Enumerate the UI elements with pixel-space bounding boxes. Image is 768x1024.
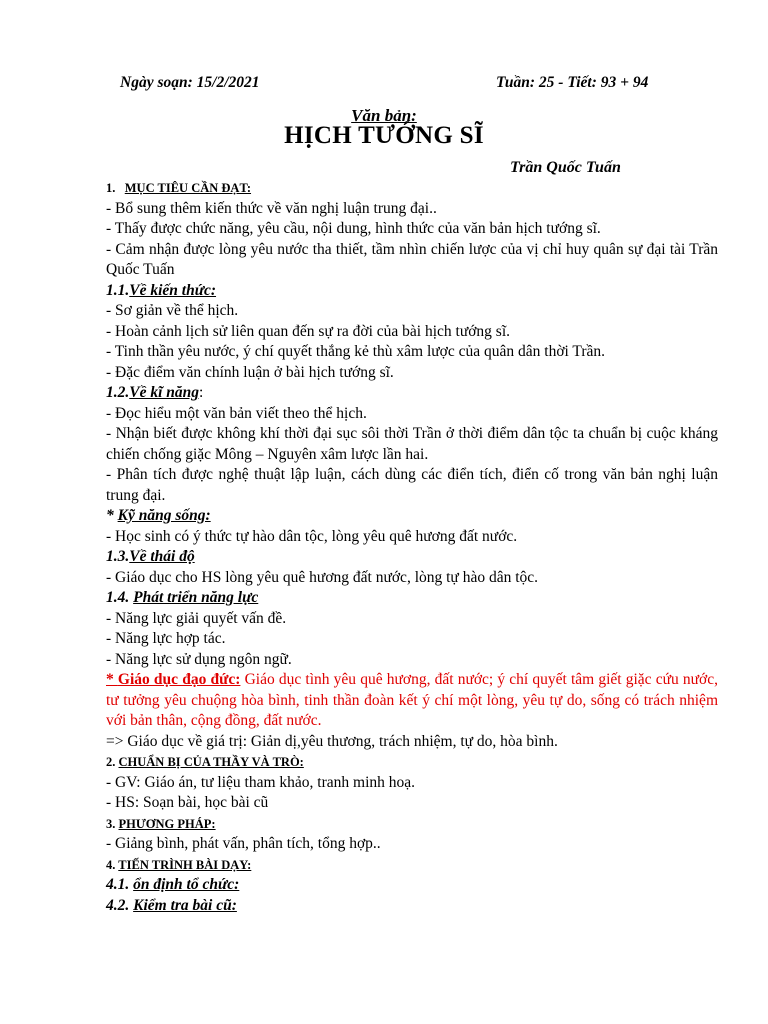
body-line: - Hoàn cảnh lịch sử liên quan đến sự ra đời của bài hịch tướng sĩ.	[106, 322, 511, 340]
body-line: - Thấy được chức năng, yêu cầu, nội dung, hình thức của văn bản hịch tướng sĩ.	[106, 220, 601, 237]
date-prepared: Ngày soạn: 15/2/2021	[120, 74, 260, 91]
author-name: Trần Quốc Tuấn	[510, 159, 621, 176]
doc-type-label: Văn bản:	[351, 106, 417, 125]
section-4-heading: 4. TIẾN TRÌNH BÀI DẠY:	[106, 857, 252, 872]
body-line: - Nhận biết được không khí thời đại sục sôi thời Trần ở thời điểm dân tộc ta chuẩn bị cuộc kháng chiến chống giặc Mông – Nguyên xâm lược lần hai.	[106, 425, 718, 463]
subsection-1-4-heading: 1.4. Phát triển năng lực	[106, 589, 259, 606]
subsection-1-1-heading: 1.1.Về kiến thức:	[106, 281, 217, 299]
document-title: HỊCH TƯỚNG SĨ	[284, 122, 484, 149]
body-line: - Đọc hiểu một văn bản viết theo thể hịch.	[106, 404, 367, 422]
section-1-heading: 1. MỤC TIÊU CẦN ĐẠT:	[106, 181, 252, 195]
body-line: - Học sinh có ý thức tự hào dân tộc, lòng yêu quê hương đất nước.	[106, 527, 518, 545]
subsection-1-3-heading: 1.3.Về thái độ	[106, 548, 195, 565]
body-line: - Đặc điểm văn chính luận ở bài hịch tướng sĩ.	[106, 363, 394, 381]
body-line: - Năng lực sử dụng ngôn ngữ.	[106, 650, 292, 668]
values-line: => Giáo dục về giá trị: Giản dị,yêu thương, trách nhiệm, tự do, hòa bình.	[106, 732, 558, 750]
body-line: - Giáo dục cho HS lòng yêu quê hương đất nước, lòng tự hào dân tộc.	[106, 568, 539, 586]
body-line: - HS: Soạn bài, học bài cũ	[106, 794, 269, 811]
subsection-1-2-heading: 1.2.Về kĩ năng:	[106, 384, 204, 401]
document-body	[106, 178, 718, 916]
section-3-heading: 3. PHƯƠNG PHÁP:	[106, 816, 216, 831]
week-period: Tuần: 25 - Tiết: 93 + 94	[496, 74, 649, 91]
moral-education-paragraph: * Giáo dục đạo đức: Giáo dục tình yêu quê hương, đất nước; ý chí quyết tâm giết giặc cứu nước, tư tưởng yêu chuộng hòa bình, tinh thần đoàn kết ý chí một lòng, yêu tự do, sống có trách nhiệm với bản thân, cộng đồng, đất nước.	[106, 671, 718, 729]
body-line: - Tinh thần yêu nước, ý chí quyết thắng kẻ thù xâm lược của quân dân thời Trần.	[106, 343, 606, 360]
subsection-4-1-heading: 4.1. ổn định tổ chức:	[106, 876, 240, 893]
body-line: - Năng lực hợp tác.	[106, 630, 226, 647]
body-line: - Bổ sung thêm kiến thức về văn nghị luận trung đại..	[106, 199, 437, 217]
body-line: - Phân tích được nghệ thuật lập luận, cách dùng các điển tích, điển cố trong văn bản nghị luận trung đại.	[106, 466, 718, 504]
section-2-heading: 2. CHUẨN BỊ CỦA THẦY VÀ TRÒ:	[106, 755, 304, 769]
body-line: - Sơ giản về thể hịch.	[106, 302, 239, 319]
body-line: - GV: Giáo án, tư liệu tham khảo, tranh minh hoạ.	[106, 773, 416, 791]
body-line: - Cảm nhận được lòng yêu nước tha thiết, tầm nhìn chiến lược của vị chỉ huy quân sự đại tài Trần Quốc Tuấn	[106, 240, 718, 278]
body-line: - Năng lực giải quyết vấn đề.	[106, 609, 287, 627]
body-line: - Giảng bình, phát vấn, phân tích, tổng hợp..	[106, 835, 381, 852]
moral-education-label: * Giáo dục đạo đức:	[106, 671, 241, 688]
life-skills-heading: * Kỹ năng sống:	[106, 507, 211, 524]
subsection-4-2-heading: 4.2. Kiểm tra bài cũ:	[106, 896, 237, 914]
